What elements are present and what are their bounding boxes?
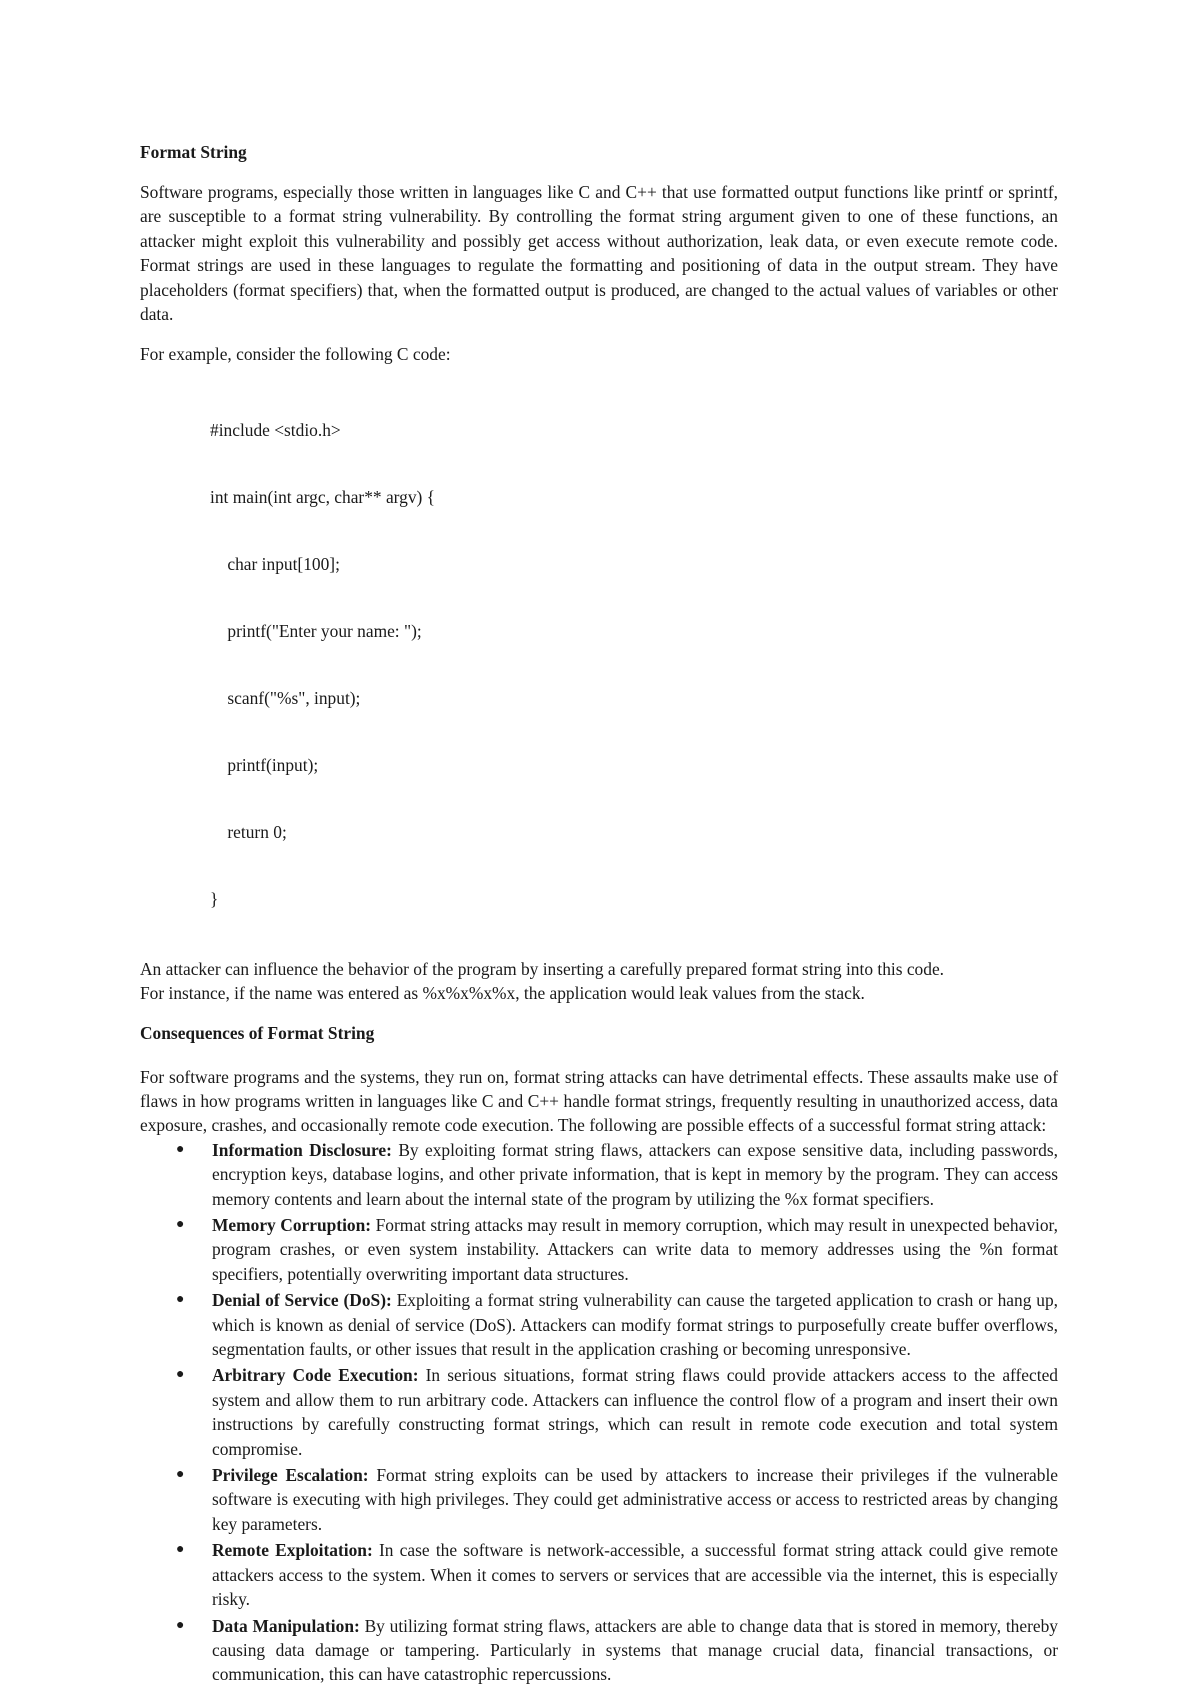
document-page: [140, 140, 1058, 1689]
effect-text: In serious situations, format string flaws could provide attackers access to the affected system and allow them to run arbitrary code. Attackers can influence the control flow of a program and insert their own instructions by carefully constructing format strings, which can result in remote code execution and total system compromise.: [212, 1365, 1058, 1459]
section-title-format-string: Format String: [140, 142, 247, 162]
code-line: int main(int argc, char** argv) {: [210, 487, 436, 508]
effects-list: [140, 1138, 1058, 1687]
effect-term: Memory Corruption:: [212, 1215, 372, 1235]
list-item: [176, 1614, 1058, 1687]
list-item: [176, 1463, 1058, 1536]
effect-term: Remote Exploitation:: [212, 1540, 373, 1561]
code-line: char input[100];: [210, 554, 340, 575]
effect-term: Information Disclosure:: [212, 1139, 392, 1160]
code-explanation-line-1: An attacker can influence the behavior of the program by inserting a carefully prepared format string into this code.: [140, 958, 945, 979]
bullet-icon: ●: [176, 1141, 185, 1157]
example-intro: For example, consider the following C code:: [140, 344, 451, 365]
code-line: printf("Enter your name: ");: [210, 621, 422, 642]
code-line: printf(input);: [210, 754, 319, 775]
effect-text: Format string attacks may result in memory corruption, which may result in unexpected behavior, program crashes, or even system instability. Attackers can write data to memory addresses using the %n format specifiers, potentially overwriting important data structures.: [212, 1215, 1058, 1284]
effect-text: Format string exploits can be used by attackers to increase their privileges if the vulnerable software is executing with high privileges. They could get administrative access or access to restricted areas by changing key parameters.: [212, 1465, 1058, 1534]
effect-text: Exploiting a format string vulnerability can cause the targeted application to crash or hang up, which is known as denial of service (DoS). Attackers can modify format strings to purposefully create buffer overflows, segmentation faults, or other issues that result in the application crashing or becoming unresponsive.: [212, 1290, 1058, 1360]
bullet-icon: ●: [176, 1617, 185, 1633]
code-line: #include <stdio.h>: [210, 420, 341, 441]
code-line: scanf("%s", input);: [210, 688, 361, 708]
effect-term: Denial of Service (DoS):: [212, 1290, 392, 1311]
effect-term: Arbitrary Code Execution:: [212, 1365, 419, 1386]
bullet-icon: ●: [176, 1467, 185, 1483]
code-explanation: [140, 957, 1058, 1005]
list-item: [176, 1288, 1058, 1361]
bullet-icon: ●: [176, 1367, 185, 1383]
effect-term: Data Manipulation:: [212, 1615, 360, 1636]
bullet-icon: ●: [176, 1542, 185, 1558]
bullet-icon: ●: [176, 1292, 185, 1308]
consequences-intro: For software programs and the systems, they run on, format string attacks can have detrimental effects. These assaults make use of flaws in how programs written in languages like C and C++ handle format strings, frequently resulting in unauthorized access, data exposure, crashes, and occasionally remote code execution. The following are possible effects of a successful format string attack:: [140, 1066, 1058, 1136]
effect-text: By utilizing format string flaws, attackers are able to change data that is stored in memory, thereby causing data damage or tampering. Particularly in systems that manage crucial data, financial transactions, or communication, this can have catastrophic repercussions.: [212, 1615, 1058, 1685]
list-item: [176, 1363, 1058, 1461]
intro-paragraph: Software programs, especially those written in languages like C and C++ that use formatted output functions like printf or sprintf, are susceptible to a format string vulnerability. By controlling the format string argument given to one of these functions, an attacker might exploit this vulnerability and possibly get access without authorization, leak data, or even execute remote code. Format strings are used in these languages to regulate the formatting and positioning of data in the output stream. They have placeholders (format specifiers) that, when the formatted output is produced, are changed to the actual values of variables or other data.: [140, 182, 1058, 325]
list-item: [176, 1538, 1058, 1611]
bullet-icon: ●: [176, 1217, 185, 1232]
section-title-consequences: Consequences of Format String: [140, 1022, 375, 1043]
code-line: return 0;: [210, 821, 287, 842]
effect-text: In case the software is network-accessible, a successful format string attack could give remote attackers access to the system. When it comes to servers or services that are accessible via the internet, this is especially risky.: [212, 1540, 1058, 1610]
effect-text: By exploiting format string flaws, attackers can expose sensitive data, including passwords, encryption keys, database logins, and other private information, that is kept in memory by the program. They can access memory contents and learn about the internal state of the program by utilizing the %x format specifiers.: [212, 1139, 1058, 1209]
effect-term: Privilege Escalation:: [212, 1465, 369, 1486]
code-line: }: [210, 888, 219, 909]
list-item: [176, 1138, 1058, 1211]
list-item: [176, 1213, 1058, 1286]
code-example: [210, 375, 1058, 955]
code-explanation-line-2: For instance, if the name was entered as %x%x%x%x, the application would leak values from the stack.: [140, 982, 865, 1003]
